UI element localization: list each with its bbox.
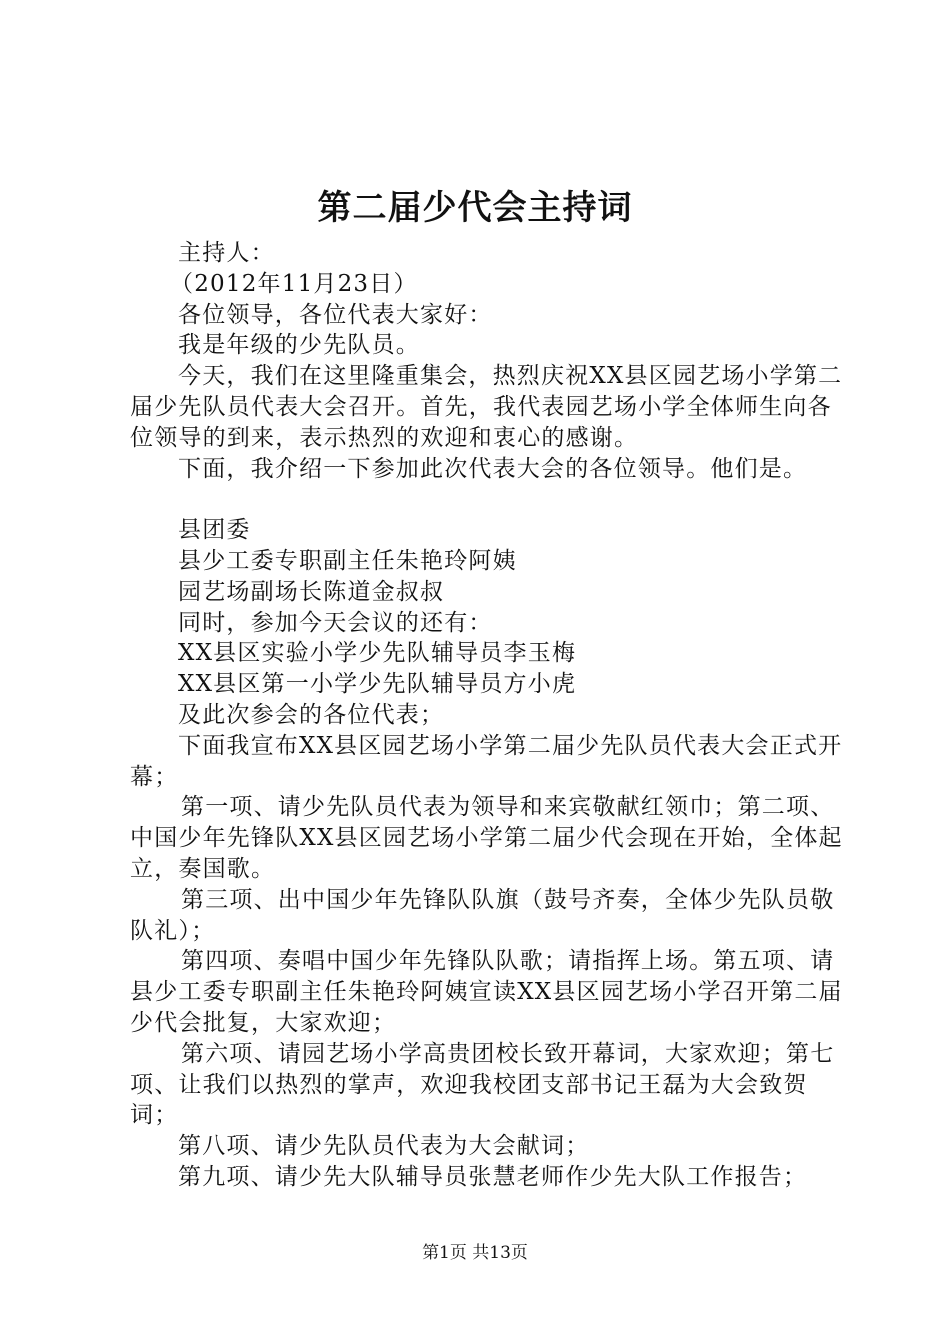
document-body [130,238,850,1193]
paragraph-opening: 今天，我们在这里隆重集会，热烈庆祝XX县区园艺场小学第二届少先队员代表大会召开。首先，我代表园艺场小学全体师生向各位领导的到来，表示热烈的欢迎和衷心的感谢。 [130,363,843,451]
document-title: 第二届少代会主持词 [317,188,633,228]
paragraph-item-3: 第三项、出中国少年先锋队队旗（鼓号齐奏，全体少先队员敬队礼）； [130,886,835,944]
paragraph-date: （2012年11月23日） [170,270,418,297]
paragraph-guest-li: XX县区实验小学少先队辅导员李玉梅 [178,640,577,667]
paragraph-item-4-5: 第四项、奏唱中国少年先锋队队歌；请指挥上场。第五项、请县少工委专职副主任朱艳玲阿姨宣读XX县区园艺场小学召开第二届少代会批复，大家欢迎； [130,948,843,1036]
paragraph-guest-fang: XX县区第一小学少先队辅导员方小虎 [178,671,577,698]
paragraph-also-attending: 同时，参加今天会议的还有： [178,609,493,636]
paragraph-host: 主持人： [178,240,275,266]
paragraph-introduce-leaders: 下面，我介绍一下参加此次代表大会的各位领导。他们是。 [178,455,808,482]
paragraph-representatives: 及此次参会的各位代表； [178,701,445,728]
paragraph-item-6-7: 第六项、请园艺场小学高贵团校长致开幕词，大家欢迎；第七项、让我们以热烈的掌声，欢迎我校团支部书记王磊为大会致贺词； [130,1040,835,1129]
paragraph-declare-opening: 下面我宣布XX县区园艺场小学第二届少先队员代表大会正式开幕； [130,732,843,790]
page-footer: 第1页 共13页 [422,1243,528,1263]
paragraph-county-league: 县团委 [178,517,251,544]
paragraph-leader-chen: 园艺场副场长陈道金叔叔 [178,578,445,605]
paragraph-greeting: 各位领导，各位代表大家好： [178,301,493,328]
paragraph-self-intro: 我是年级的少先队员。 [178,332,420,359]
paragraph-item-8: 第八项、请少先队员代表为大会献词； [178,1133,590,1160]
blank-line [130,484,850,515]
paragraph-item-9: 第九项、请少先大队辅导员张慧老师作少先大队工作报告； [178,1163,808,1190]
paragraph-leader-zhu: 县少工委专职副主任朱艳玲阿姨 [178,547,517,574]
paragraph-item-1-2: 第一项、请少先队员代表为领导和来宾敬献红领巾；第二项、中国少年先锋队XX县区园艺场小学第二届少代会现在开始，全体起立，奏国歌。 [130,794,843,882]
